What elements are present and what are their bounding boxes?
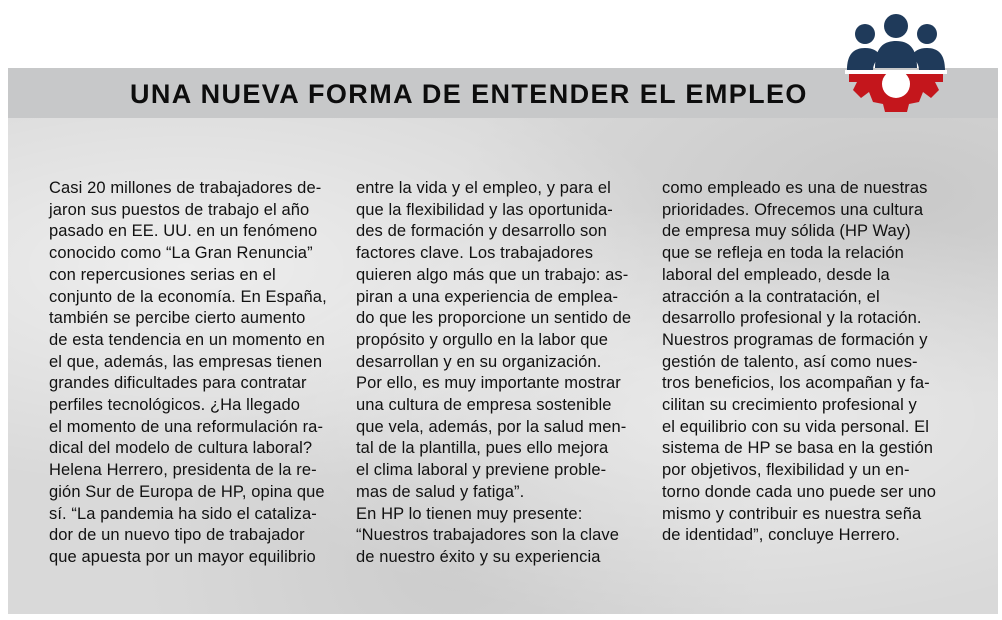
text-line: sistema de HP se basa en la gestión xyxy=(662,439,934,458)
text-line: pasado en EE. UU. en un fenómeno xyxy=(49,222,318,241)
text-line: torno donde cada uno puede ser uno xyxy=(662,482,937,501)
text-line: que se refleja en toda la relación xyxy=(662,244,904,263)
text-line: tal de la plantilla, pues ello mejora xyxy=(356,439,609,458)
text-line: gestión de talento, así como nues- xyxy=(662,352,918,371)
gear-icon xyxy=(849,70,943,112)
text-line: quieren algo más que un trabajo: as- xyxy=(356,265,629,284)
people-icon xyxy=(847,14,945,70)
text-line: dor de un nuevo tipo de trabajador xyxy=(49,526,305,545)
text-line: entre la vida y el empleo, y para el xyxy=(356,179,611,197)
text-line: perfiles tecnológicos. ¿Ha llegado xyxy=(49,396,301,415)
text-line: Nuestros programas de formación y xyxy=(662,330,928,349)
text-line: propósito y orgullo en la labor que xyxy=(356,330,609,349)
text-line: de nuestro éxito y su experiencia xyxy=(356,547,601,566)
text-line: Helena Herrero, presidenta de la re- xyxy=(49,461,317,480)
text-line: sí. “La pandemia ha sido el cataliza- xyxy=(49,504,317,523)
text-line: como empleado es una de nuestras xyxy=(662,179,928,197)
text-line: de esta tendencia en un momento en xyxy=(49,330,325,349)
text-line: también se percibe cierto aumento xyxy=(49,309,306,328)
text-line: Por ello, es muy importante mostrar xyxy=(356,374,621,393)
text-line: “Nuestros trabajadores son la clave xyxy=(356,526,620,545)
text-line: el clima laboral y previene proble- xyxy=(356,461,607,480)
text-line: el que, además, las empresas tienen xyxy=(49,352,323,371)
text-line: que vela, además, por la salud men- xyxy=(356,417,627,436)
text-line: de identidad”, concluye Herrero. xyxy=(662,526,900,545)
text-line: conocido como “La Gran Renuncia” xyxy=(49,244,313,263)
text-line: mas de salud y fatiga”. xyxy=(356,482,525,501)
text-line: por objetivos, flexibilidad y un en- xyxy=(662,461,910,480)
text-line: En HP lo tienen muy presente: xyxy=(356,504,583,523)
text-line: gión Sur de Europa de HP, opina que xyxy=(49,482,325,501)
text-line: laboral del empleado, desde la xyxy=(662,265,890,284)
text-line: tros beneficios, los acompañan y fa- xyxy=(662,374,930,393)
page-title: UNA NUEVA FORMA DE ENTENDER EL EMPLEO xyxy=(130,79,808,109)
text-line: que apuesta por un mayor equilibrio xyxy=(49,547,316,566)
text-line: factores clave. Los trabajadores xyxy=(356,244,594,263)
text-line: una cultura de empresa sostenible xyxy=(356,396,612,415)
text-line: Casi 20 millones de trabajadores de- xyxy=(49,179,322,197)
text-line: conjunto de la economía. En España, xyxy=(49,287,327,306)
text-line: el equilibrio con su vida personal. El xyxy=(662,417,930,436)
text-line: desarrollo profesional y la rotación. xyxy=(662,309,922,328)
text-line: el momento de una reformulación ra- xyxy=(49,417,324,436)
text-line: dical del modelo de cultura laboral? xyxy=(49,439,313,458)
text-line: mismo y contribuir es nuestra seña xyxy=(662,504,922,523)
text-line: atracción a la contratación, el xyxy=(662,287,880,306)
text-line: prioridades. Ofrecemos una cultura xyxy=(662,200,924,219)
text-line: cilitan su crecimiento profesional y xyxy=(662,396,917,415)
text-line: con repercusiones serias en el xyxy=(49,265,276,284)
text-line: desarrollan y en su organización. xyxy=(356,352,602,371)
people-gear-icon xyxy=(835,4,957,126)
text-line: que la flexibilidad y las oportunida- xyxy=(356,200,613,219)
text-column-1 xyxy=(49,178,327,569)
text-line: grandes dificultades para contratar xyxy=(49,374,307,393)
text-line: jaron sus puestos de trabajo el año xyxy=(49,200,310,219)
text-column-3 xyxy=(662,178,936,547)
text-line: des de formación y desarrollo son xyxy=(356,222,607,241)
text-line: do que les proporcione un sentido de xyxy=(356,309,632,328)
text-column-2 xyxy=(356,178,631,569)
text-line: de empresa muy sólida (HP Way) xyxy=(662,222,911,241)
text-line: piran a una experiencia de emplea- xyxy=(356,287,619,306)
